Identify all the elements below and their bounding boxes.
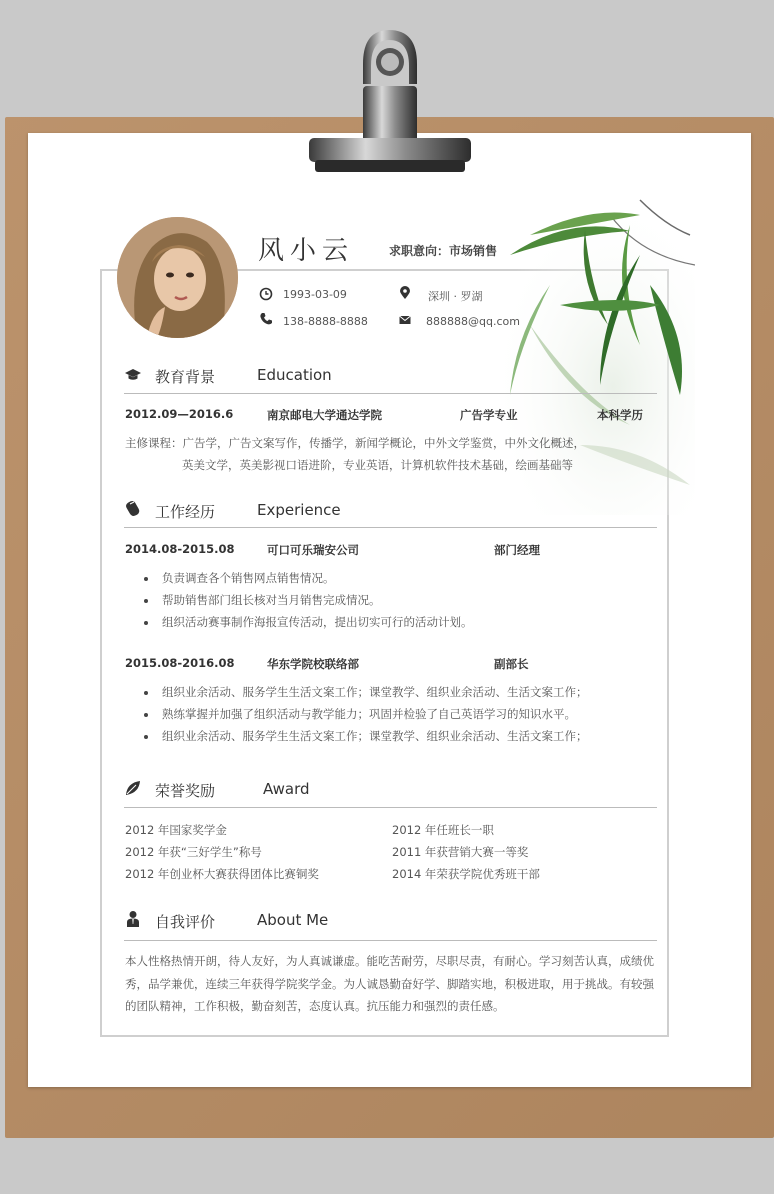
about-title: 自我评价 <box>155 913 216 931</box>
mouse-icon <box>124 500 142 518</box>
envelope-icon <box>398 313 412 327</box>
bullet <box>144 691 148 695</box>
job-intent-value: 市场销售 <box>449 244 498 258</box>
birthday-text: 1993-03-09 <box>283 288 347 301</box>
job-intent-label: 求职意向： <box>389 244 450 258</box>
awards-title: 荣誉奖励 <box>155 782 216 800</box>
avatar-photo <box>117 217 238 338</box>
job-1-item-2: 帮助销售部门组长核对当月销售完成情况。 <box>162 593 381 607</box>
phone-icon <box>259 312 273 326</box>
job-2-item-2: 熟练掌握并加强了组织活动与教学能力；巩固并检验了自己英语学习的知识水平。 <box>162 707 576 721</box>
job-1-item-1: 负责调查各个销售网点销售情况。 <box>162 571 335 585</box>
education-divider <box>124 393 657 394</box>
bullet <box>144 735 148 739</box>
about-title-en: About Me <box>257 911 329 929</box>
experience-divider <box>124 527 657 528</box>
about-text: 本人性格热情开朗，待人友好，为人真诚谦虚。能吃苦耐劳，尽职尽责，有耐心。学习刻苦认真，成绩优秀，品学兼优，连续三年获得学院奖学金。为人诚恳勤奋好学、脚踏实地，积极进取，用于挑战。有较强的团队精神，工作积极，勤奋刻苦，态度认真。抗压能力和强烈的责任感。 <box>125 954 654 1013</box>
experience-title-en: Experience <box>257 501 341 519</box>
education-period: 2012.09—2016.6 <box>125 407 234 421</box>
applicant-name: 风小云 <box>258 236 355 266</box>
leaf-icon <box>124 779 142 797</box>
binder-clip <box>305 26 475 176</box>
courses-line-1: 主修课程：广告学，广告文案写作，传播学，新闻学概论，中外文学鉴赏，中外文化概述， <box>125 436 585 450</box>
job-1-company: 可口可乐瑞安公司 <box>267 543 359 557</box>
education-school: 南京邮电大学通达学院 <box>267 408 382 422</box>
bullet <box>144 621 148 625</box>
email-text: 888888@qq.com <box>426 315 520 328</box>
job-1-period: 2014.08-2015.08 <box>125 542 235 556</box>
job-2-item-1: 组织业余活动、服务学生生活文案工作；课堂教学、组织业余活动、生活文案工作； <box>162 685 588 699</box>
job-1-position: 部门经理 <box>494 543 540 557</box>
awards-divider <box>124 807 657 808</box>
courses-line-2: 英美文学，英美影视口语进阶，专业英语，计算机软件技术基础，绘画基础等 <box>182 458 573 472</box>
award-left-3: 2012 年创业杯大赛获得团体比赛铜奖 <box>125 867 319 881</box>
education-title: 教育背景 <box>155 368 216 386</box>
job-2-period: 2015.08-2016.08 <box>125 656 235 670</box>
bullet <box>144 599 148 603</box>
education-title-en: Education <box>257 366 332 384</box>
award-right-2: 2011 年获营销大赛一等奖 <box>392 845 529 859</box>
experience-title: 工作经历 <box>155 503 216 521</box>
job-1-item-3: 组织活动赛事制作海报宣传活动，提出切实可行的活动计划。 <box>162 615 473 629</box>
phone-text: 138-8888-8888 <box>283 315 368 328</box>
awards-title-en: Award <box>263 780 310 798</box>
job-2-item-3: 组织业余活动、服务学生生活文案工作；课堂教学、组织业余活动、生活文案工作； <box>162 729 588 743</box>
award-right-1: 2012 年任班长一职 <box>392 823 494 837</box>
award-right-3: 2014 年荣获学院优秀班干部 <box>392 867 540 881</box>
award-left-1: 2012 年国家奖学金 <box>125 823 227 837</box>
job-2-company: 华东学院校联络部 <box>267 657 359 671</box>
education-degree: 本科学历 <box>597 408 643 422</box>
bullet <box>144 577 148 581</box>
location-pin-icon <box>398 286 412 300</box>
job-2-position: 副部长 <box>494 657 529 671</box>
about-divider <box>124 940 657 941</box>
graduation-cap-icon <box>124 366 142 384</box>
bullet <box>144 713 148 717</box>
education-major: 广告学专业 <box>460 408 518 422</box>
clock-icon <box>259 287 273 301</box>
award-left-2: 2012 年获“三好学生”称号 <box>125 845 262 859</box>
person-icon <box>124 910 142 928</box>
location-text: 深圳 · 罗湖 <box>428 290 483 303</box>
